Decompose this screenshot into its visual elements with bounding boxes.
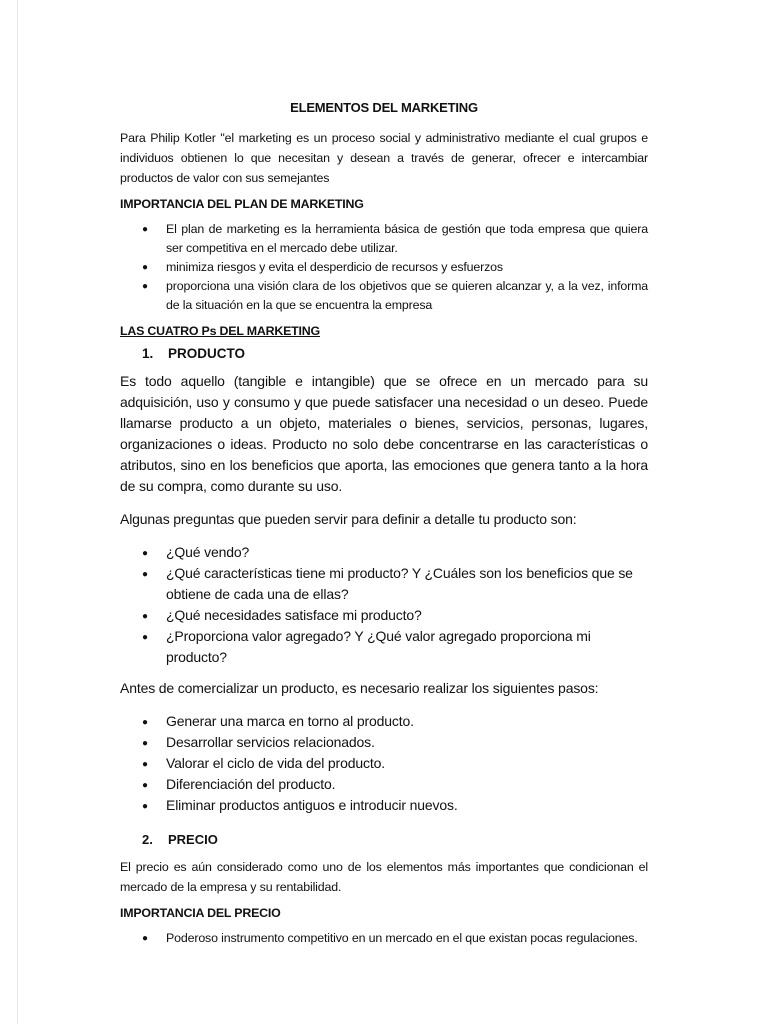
steps-list xyxy=(120,711,648,816)
cuatro-ps-heading: LAS CUATRO Ps DEL MARKETING xyxy=(120,324,320,338)
list-item: ● Generar una marca en torno al producto. xyxy=(120,711,648,732)
list-item: ● ¿Proporciona valor agregado? Y ¿Qué valor agregado proporciona mi producto? xyxy=(142,628,591,665)
list-item: ● Valorar el ciclo de vida del producto. xyxy=(120,753,648,774)
bullet-icon: ● xyxy=(142,548,148,559)
producto-paragraph: Es todo aquello (tangible e intangible) que se ofrece en un mercado para su adquisición, uso y consumo y que puede satisfacer una necesidad o un deseo. Puede llamarse producto a un objeto, materiales o bienes, servicios, personas, lugares, organizaciones o ideas. Producto no solo debe concentrarse en las características o atributos, sino en los beneficios que aporta, las emociones que genera tanto a la hora de su compra, como durante su uso. xyxy=(120,373,648,494)
importancia-precio-heading: IMPORTANCIA DEL PRECIO xyxy=(120,906,281,920)
importancia-plan-list xyxy=(120,220,648,315)
bullet-icon: ● xyxy=(142,224,148,235)
bullet-icon: ● xyxy=(142,717,148,728)
intro-paragraph: Para Philip Kotler "el marketing es un proceso social y administrativo mediante el cual grupos e individuos obtienen lo que necesitan y desean a través de generar, ofrecer e intercambiar productos de valor con sus semejantes xyxy=(120,131,648,185)
list-item: ● proporciona una visión clara de los objetivos que se quieren alcanzar y, a la vez, informa de la situación en la que se encuentra la empresa xyxy=(142,279,648,312)
producto-heading: 1. PRODUCTO xyxy=(142,346,246,361)
list-item: ● Diferenciación del producto. xyxy=(120,774,648,795)
document-title: ELEMENTOS DEL MARKETING xyxy=(290,100,478,115)
questions-list xyxy=(120,542,648,668)
list-item: ● minimiza riesgos y evita el desperdicio de recursos y esfuerzos xyxy=(120,258,648,277)
document-content xyxy=(120,100,648,957)
precio-heading: 2. PRECIO xyxy=(142,832,218,847)
bullet-icon: ● xyxy=(142,801,148,812)
bullet-icon: ● xyxy=(142,738,148,749)
questions-intro: Algunas preguntas que pueden servir para definir a detalle tu producto son: xyxy=(120,511,577,527)
page-edge-line xyxy=(17,0,18,1024)
list-item: ● ¿Qué características tiene mi producto? Y ¿Cuáles son los beneficios que se obtiene de cada una de ellas? xyxy=(142,565,633,602)
list-item: ● El plan de marketing es la herramienta básica de gestión que toda empresa que quiera ser competitiva en el mercado debe utilizar. xyxy=(142,222,648,255)
bullet-icon: ● xyxy=(142,611,148,622)
list-item: ● Poderoso instrumento competitivo en un mercado en el que existan pocas regulaciones. xyxy=(120,929,648,948)
importancia-precio-list xyxy=(120,929,648,948)
bullet-icon: ● xyxy=(142,759,148,770)
bullet-icon: ● xyxy=(142,569,148,580)
steps-intro: Antes de comercializar un producto, es necesario realizar los siguientes pasos: xyxy=(120,680,599,696)
bullet-icon: ● xyxy=(142,933,148,944)
importancia-plan-heading: IMPORTANCIA DEL PLAN DE MARKETING xyxy=(120,197,364,211)
precio-paragraph: El precio es aún considerado como uno de los elementos más importantes que condicionan el mercado de la empresa y su rentabilidad. xyxy=(120,860,648,894)
list-item: ● Eliminar productos antiguos e introducir nuevos. xyxy=(120,795,648,816)
list-item: ● ¿Qué necesidades satisface mi producto? xyxy=(120,605,648,626)
bullet-icon: ● xyxy=(142,281,148,292)
bullet-icon: ● xyxy=(142,780,148,791)
bullet-icon: ● xyxy=(142,632,148,643)
bullet-icon: ● xyxy=(142,262,148,273)
list-item: ● ¿Qué vendo? xyxy=(120,542,648,563)
list-item: ● Desarrollar servicios relacionados. xyxy=(120,732,648,753)
